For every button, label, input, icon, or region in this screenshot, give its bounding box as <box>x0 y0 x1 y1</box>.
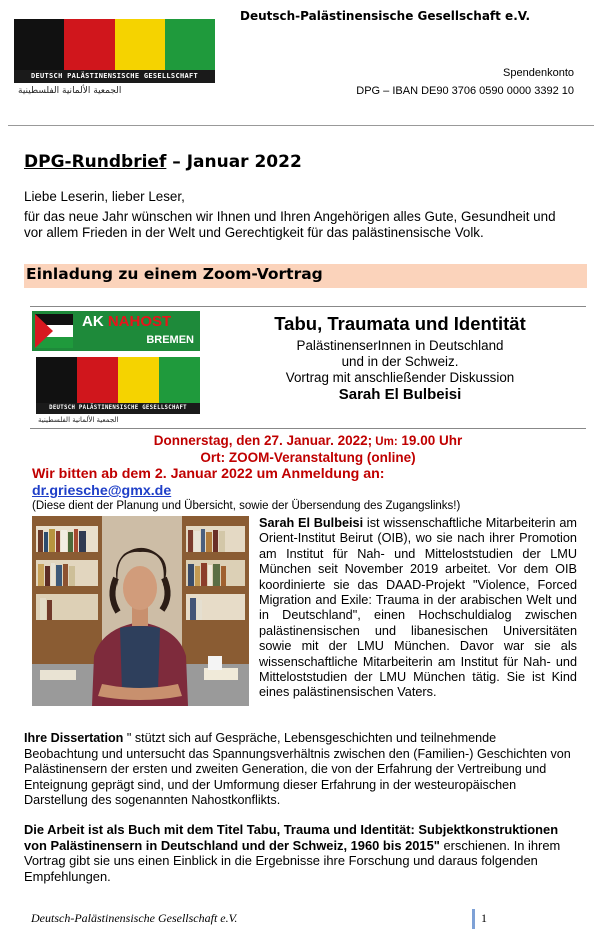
dpg-flag-stripes <box>14 19 215 70</box>
registration-email-link[interactable]: dr.griesche@gmx.de <box>32 483 172 499</box>
newsletter-title-month: – Januar 2022 <box>166 152 302 172</box>
dpg-logo-small <box>36 357 200 414</box>
event-top-divider <box>30 306 586 307</box>
dpg-logo-small-arabic: الجمعية الألمانية الفلسطينية <box>38 416 119 424</box>
ak-nahost-wordmark <box>82 313 171 330</box>
nahost-text: NAHOST <box>107 313 172 330</box>
talk-subtitle-3: Vortrag mit anschließender Diskussion <box>285 370 515 385</box>
speaker-bio-text: ist wissenschaftliche Mitarbeiterin am Orient-Institut Beirut (OIB), wo sie nach ihrer Promotion am Institut für Nah- und Mitteloststudien der LMU München seit November 2019 arbeitet. Vor dem OIB koordinierte sie das DAAD-Projekt "Violence, Forced Migration and Exile: Trauma in der arabischen Welt und in Deutschland", einen Hochschuldialog zwischen palästinensischen und libanesischen Universitäten sowie mit der LMU München. Davor war sie als wissenschaftliche Mitarbeiterin am Institut für Nah- und Mitteloststudien der LMU München tätig. Sie ist Kind eines palästinensischen Vaters. <box>259 516 577 700</box>
ak-text: AK <box>82 313 108 330</box>
event-date-main: Donnerstag, den 27. Januar. 2022; <box>153 433 373 448</box>
speaker-portrait <box>32 516 249 706</box>
footer-divider <box>472 909 475 929</box>
dpg-logo-caption: DEUTSCH PALÄSTINENSISCHE GESELLSCHAFT <box>30 72 199 80</box>
registration-note: (Diese dient der Planung und Übersicht, sowie der Übersendung des Zugangslinks!) <box>32 500 461 512</box>
greeting: Liebe Leserin, lieber Leser, <box>24 189 185 204</box>
dissertation-paragraph <box>24 731 572 809</box>
dpg-logo <box>14 19 215 83</box>
dpg-logo-arabic: الجمعية الألمانية الفلسطينية <box>18 86 122 96</box>
dissertation-text: " stützt sich auf Gespräche, Lebensgeschichten und teilnehmende Beobachtung und untersucht das Spannungsverhältnis zwischen den (Familien-) Geschichten von Palästinensern der ersten und zweiten Generation, die von der Erfahrung der Vertreibung und Enteignung geprägt sind, und der Umformung dieser Erfahrung in der westeuropäischen Darstellung des sogenannten Nahostkonflikts. <box>24 731 571 807</box>
speaker-bio <box>259 516 577 701</box>
ak-nahost-logo <box>32 311 200 351</box>
spendenkonto-label: Spendenkonto <box>503 67 574 79</box>
dissertation-heading: Ihre Dissertation <box>24 731 124 745</box>
dpg-flag-stripes-small <box>36 357 200 403</box>
footer-org-name: Deutsch-Palästinensische Gesellschaft e.V. <box>31 911 238 925</box>
event-time: 19.00 Uhr <box>397 433 463 448</box>
newsletter-title-link: DPG-Rundbrief <box>24 152 167 172</box>
speaker-portrait-illustration <box>32 516 249 706</box>
header-divider <box>8 125 594 126</box>
talk-subtitle-2: und in der Schweiz. <box>341 354 459 369</box>
book-text: erschienen. In ihrem Vortrag gibt sie uns einen Einblick in die Ergebnisse ihre Forschung und daraus folgenden Empfehlungen. <box>24 837 561 884</box>
org-name-header: Deutsch-Palästinensische Gesellschaft e.V. <box>240 9 531 23</box>
event-location: Ort: ZOOM-Veranstaltung (online) <box>200 450 416 465</box>
speaker-bio-name: Sarah El Bulbeisi <box>259 516 364 530</box>
newsletter-title <box>24 152 302 172</box>
page-number: 1 <box>481 911 487 925</box>
event-date <box>30 433 586 448</box>
registration-request: Wir bitten ab dem 2. Januar 2022 um Anmeldung an: <box>32 466 385 482</box>
dpg-logo-small-caption: DEUTSCH PALÄSTINENSISCHE GESELLSCHAFT <box>49 405 187 411</box>
bremen-text: BREMEN <box>146 334 194 346</box>
palestine-flag-triangle <box>35 314 53 348</box>
invitation-heading: Einladung zu einem Zoom-Vortrag <box>26 265 323 283</box>
iban: DPG – IBAN DE90 3706 0590 0000 3392 10 <box>356 85 574 97</box>
event-bottom-divider <box>30 428 586 429</box>
talk-subtitle-1: PalästinenserInnen in Deutschland <box>296 338 504 353</box>
event-date-um: Um: <box>372 436 398 448</box>
speaker-name: Sarah El Bulbeisi <box>338 386 462 403</box>
book-title: Die Arbeit ist als Buch mit dem Titel Tabu, Trauma und Identität: Subjektkonstruktionen von Palästinensern in Deutschland und der Schweiz, 1960 bis 2015" <box>24 822 559 853</box>
intro-paragraph: für das neue Jahr wünschen wir Ihnen und Ihren Angehörigen alles Gute, Gesundheit und vor allem Frieden in der Welt und Gerechtigkeit für das palästinensische Volk. <box>24 209 556 240</box>
book-paragraph <box>24 822 576 884</box>
talk-title: Tabu, Traumata und Identität <box>274 313 526 334</box>
